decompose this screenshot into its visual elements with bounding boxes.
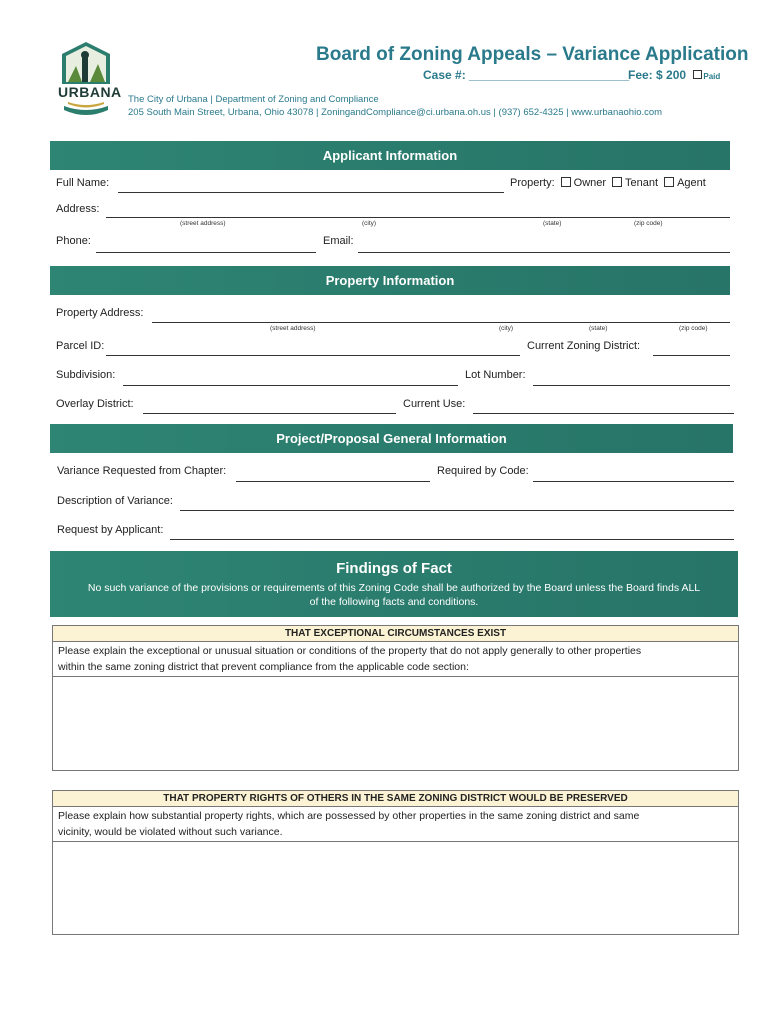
property-rights-box	[52, 790, 739, 935]
owner-label: Owner	[573, 177, 607, 189]
property-city-caption: (city)	[499, 325, 514, 332]
description-label: Description of Variance:	[57, 495, 173, 507]
owner-checkbox[interactable]	[561, 177, 571, 187]
lot-number-field[interactable]	[533, 385, 730, 386]
tenant-label: Tenant	[625, 177, 659, 189]
required-by-code-field[interactable]	[533, 481, 734, 482]
agent-label: Agent	[677, 177, 706, 189]
findings-intro-line1: No such variance of the provisions or requirements of this Zoning Code shall be authorized by the Board unless the Board finds ALL	[87, 582, 701, 594]
project-heading: Project/Proposal General Information	[276, 431, 507, 446]
subdivision-field[interactable]	[123, 385, 458, 386]
email-label: Email:	[323, 235, 354, 247]
paid-checkbox[interactable]	[693, 70, 702, 79]
exceptional-circumstances-title: THAT EXCEPTIONAL CIRCUMSTANCES EXIST	[53, 626, 738, 642]
address-field[interactable]	[106, 217, 730, 218]
page-title: Board of Zoning Appeals – Variance Application	[316, 44, 749, 65]
property-address-field[interactable]	[152, 322, 730, 323]
overlay-district-field[interactable]	[143, 413, 396, 414]
property-heading: Property Information	[325, 273, 455, 288]
request-field[interactable]	[170, 539, 734, 540]
property-address-label: Property Address:	[56, 307, 144, 319]
property-type-label: Property:	[510, 177, 555, 189]
logo-wordmark: URBANA	[58, 84, 122, 100]
exceptional-circumstances-box	[52, 625, 739, 771]
property-rights-title: THAT PROPERTY RIGHTS OF OTHERS IN THE SAME ZONING DISTRICT WOULD BE PRESERVED	[53, 791, 738, 807]
description-field[interactable]	[180, 510, 734, 511]
state-caption: (state)	[543, 220, 562, 227]
overlay-district-label: Overlay District:	[56, 398, 134, 410]
exceptional-circumstances-response[interactable]	[53, 677, 738, 771]
findings-heading: Findings of Fact	[336, 560, 452, 577]
parcel-id-label: Parcel ID:	[56, 340, 105, 352]
lot-number-label: Lot Number:	[465, 369, 526, 381]
box1-line1: Please explain the exceptional or unusual situation or conditions of the property that do not apply generally to other properties	[58, 645, 642, 657]
department-line: The City of Urbana | Department of Zoning and Compliance	[128, 94, 379, 105]
full-name-label: Full Name:	[56, 177, 110, 189]
city-caption: (city)	[362, 220, 377, 227]
phone-label: Phone:	[56, 235, 91, 247]
zip-caption: (zip code)	[634, 220, 663, 227]
property-zip-caption: (zip code)	[679, 325, 708, 332]
address-label: Address:	[56, 203, 100, 215]
urbana-seal-icon	[58, 40, 122, 120]
property-section-header	[50, 266, 730, 295]
property-street-caption: (street address)	[270, 325, 316, 332]
paid-label: Paid	[703, 72, 721, 81]
phone-field[interactable]	[96, 252, 316, 253]
box2-line2: vicinity, would be violated without such variance.	[58, 826, 283, 838]
box1-line2: within the same zoning district that prevent compliance from the applicable code section:	[58, 661, 469, 673]
applicant-heading: Applicant Information	[322, 148, 458, 163]
email-field[interactable]	[358, 252, 730, 253]
fee-amount: Fee: $ 200	[628, 68, 687, 82]
fee-label	[628, 68, 720, 82]
chapter-field[interactable]	[236, 481, 430, 482]
exceptional-circumstances-instructions	[53, 642, 738, 677]
current-use-label: Current Use:	[403, 398, 466, 410]
chapter-label: Variance Requested from Chapter:	[57, 465, 227, 477]
property-type-group	[510, 177, 706, 189]
parcel-id-field[interactable]	[106, 355, 520, 356]
findings-intro-line2: of the following facts and conditions.	[309, 596, 479, 608]
applicant-section-header	[50, 141, 730, 170]
case-number: Case #: ________________________	[423, 68, 630, 82]
property-rights-instructions	[53, 807, 738, 842]
agent-checkbox[interactable]	[664, 177, 674, 187]
zoning-district-field[interactable]	[653, 355, 730, 356]
street-caption: (street address)	[180, 220, 226, 227]
findings-section-header	[50, 551, 738, 617]
required-by-code-label: Required by Code:	[437, 465, 529, 477]
full-name-field[interactable]	[118, 192, 504, 193]
project-section-header	[50, 424, 733, 453]
contact-line: 205 South Main Street, Urbana, Ohio 43078 | ZoningandCompliance@ci.urbana.oh.us | (937) 652-4325 | www.urbanaohio.com	[128, 107, 663, 118]
property-rights-response[interactable]	[53, 842, 738, 935]
property-state-caption: (state)	[589, 325, 608, 332]
zoning-district-label: Current Zoning District:	[527, 340, 641, 352]
request-label: Request by Applicant:	[57, 524, 164, 536]
box2-line1: Please explain how substantial property rights, which are possessed by other properties in the same zoning district and same	[58, 810, 640, 822]
subdivision-label: Subdivision:	[56, 369, 116, 381]
current-use-field[interactable]	[473, 413, 734, 414]
urbana-logo	[58, 40, 122, 120]
tenant-checkbox[interactable]	[612, 177, 622, 187]
